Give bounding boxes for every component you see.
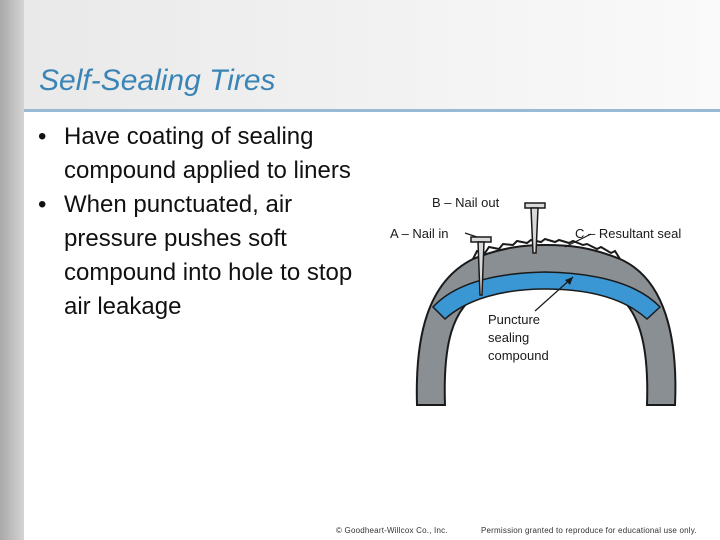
slide-title: Self-Sealing Tires [39,64,276,97]
footer-copyright: © Goodheart-Willcox Co., Inc. [336,526,448,535]
label-resultant-seal: C – Resultant seal [575,226,682,241]
label-puncture-3: compound [488,348,549,363]
bullet-dot: • [38,191,47,218]
left-decorative-strip [0,0,24,540]
label-puncture-1: Puncture [488,312,541,327]
tire-diagram-svg [385,187,707,437]
bullet-item [38,120,368,188]
bullet-item [38,188,368,324]
tire-casing [417,245,676,405]
label-nail-in: A – Nail in [390,226,449,241]
label-nail-out: B – Nail out [432,195,500,210]
bullet-text: When punctuated, air pressure pushes soft compound into hole to stop air leakage [64,191,353,320]
footer-permission: Permission granted to reproduce for educational use only. [481,526,697,535]
bullet-dot: • [38,123,47,150]
tire-diagram [385,187,707,437]
title-divider [24,109,720,112]
bullet-list [38,120,368,324]
label-puncture-2: sealing [488,330,530,345]
bullet-text: Have coating of sealing compound applied to liners [64,123,351,184]
